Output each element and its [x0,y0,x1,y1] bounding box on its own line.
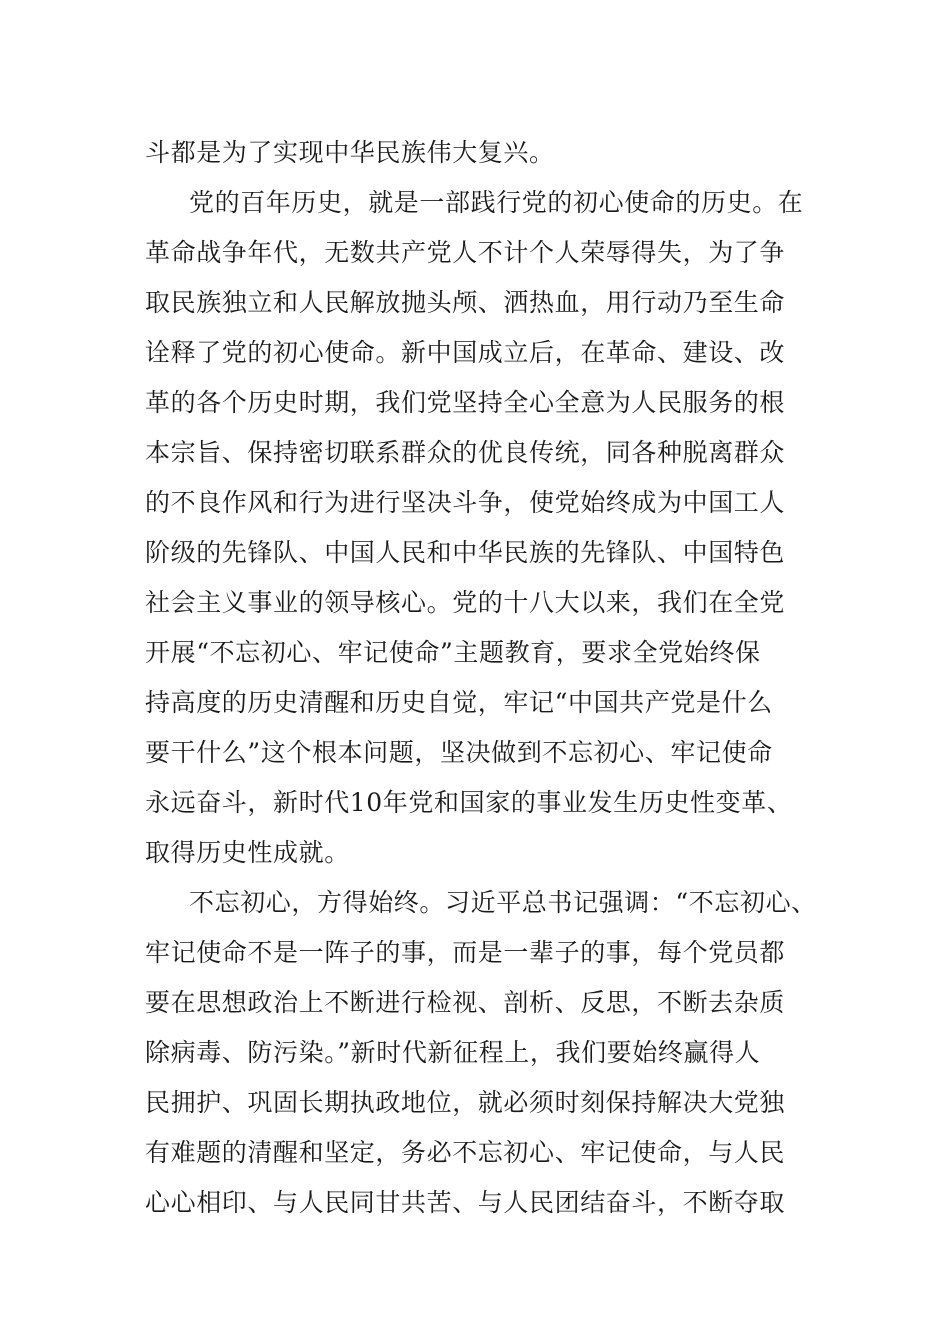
text-line: 要干什么”这个根本问题，坚决做到不忘初心、牢记使命 [145,738,773,767]
text-line: 牢记使命不是一阵子的事，而是一辈子的事，每个党员都 [145,938,786,967]
text-line: 要在思想政治上不断进行检视、剖析、反思，不断去杂质 [145,988,786,1017]
text-line: 民拥护、巩固长期执政地位，就必须时刻保持解决大党独 [145,1088,786,1117]
text-line: 除病毒、防污染。”新时代新征程上，我们要始终赢得人 [145,1038,761,1067]
text-line: 革的各个历史时期，我们党坚持全心全意为人民服务的根 [145,388,786,417]
text-line: 社会主义事业的领导核心。党的十八大以来，我们在全党 [145,588,786,617]
text-line: 心心相印、与人民同甘共苦、与人民团结奋斗，不断夺取 [145,1188,786,1217]
paragraph-start-line: 不忘初心，方得始终。习近平总书记强调：“不忘初心、 [189,888,817,917]
paragraph-start-line: 党的百年历史，就是一部践行党的初心使命的历史。在 [189,188,804,217]
text-line: 取民族独立和人民解放抛头颅、洒热血，用行动乃至生命 [145,288,786,317]
text-line: 的不良作风和行为进行坚决斗争，使党始终成为中国工人 [145,488,786,517]
text-line: 永远奋斗，新时代10年党和国家的事业发生历史性变革、 [145,788,793,817]
body-text [145,128,825,1228]
text-line: 本宗旨、保持密切联系群众的优良传统，同各种脱离群众 [145,438,786,467]
text-line: 有难题的清醒和坚定，务必不忘初心、牢记使命，与人民 [145,1138,786,1167]
text-line: 开展“不忘初心、牢记使命”主题教育，要求全党始终保 [145,638,761,667]
text-line: 诠释了党的初心使命。新中国成立后，在革命、建设、改 [145,338,786,367]
text-line: 革命战争年代，无数共产党人不计个人荣辱得失，为了争 [145,238,786,267]
text-line: 阶级的先锋队、中国人民和中华民族的先锋队、中国特色 [145,538,786,567]
text-line: 斗都是为了实现中华民族伟大复兴。 [145,138,555,167]
text-line: 持高度的历史清醒和历史自觉，牢记“中国共产党是什么 [145,688,773,717]
text-line: 取得历史性成就。 [145,838,350,867]
